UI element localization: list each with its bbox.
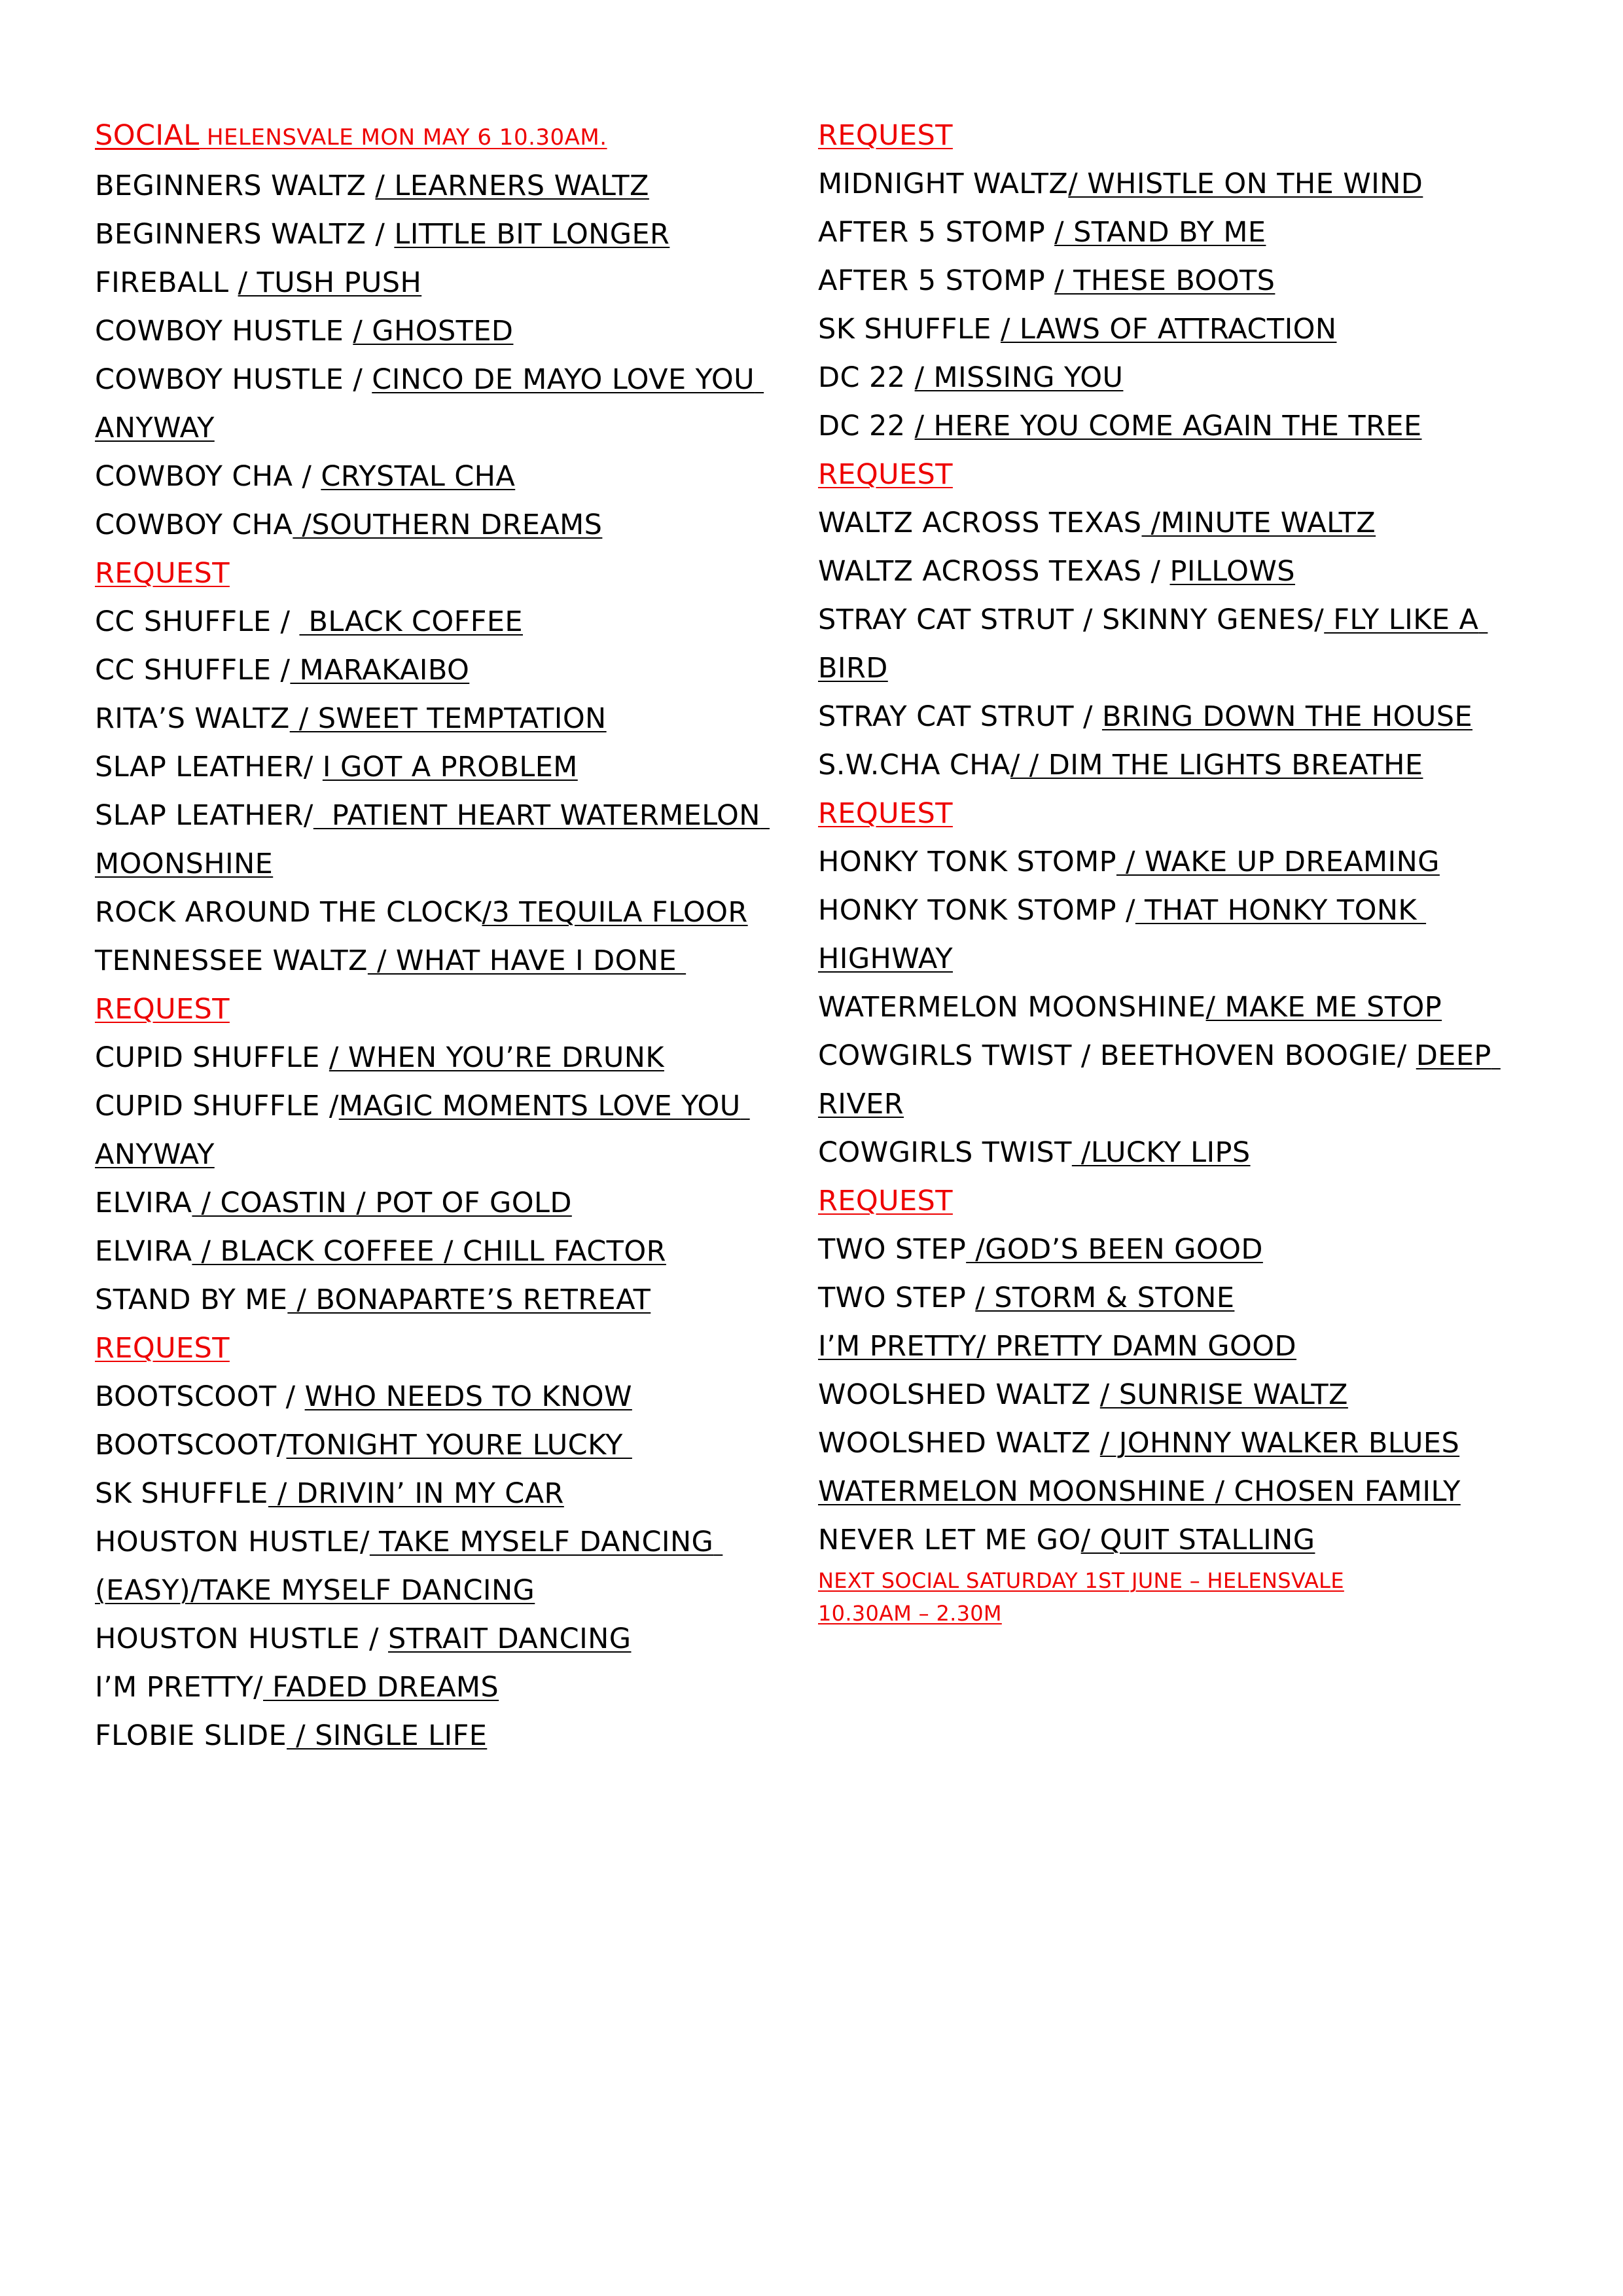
setlist-item	[95, 743, 818, 791]
setlist-item-dance: CUPID SHUFFLE	[95, 1041, 329, 1074]
request-label-text: REQUEST	[95, 993, 230, 1026]
setlist-item	[818, 160, 1544, 208]
setlist-item-dance: BOOTSCOOT /	[95, 1380, 305, 1413]
setlist-item-dance: FIREBALL	[95, 266, 238, 299]
setlist-item-track: BLACK COFFEE	[299, 605, 523, 638]
document-header	[95, 111, 818, 162]
setlist-item-dance: STAND BY ME	[95, 1283, 288, 1316]
setlist-item-dance: FLOBIE SLIDE	[95, 1719, 287, 1752]
setlist-item-dance: WOOLSHED WALTZ	[818, 1378, 1100, 1411]
setlist-item-dance: HOUSTON HUSTLE/	[95, 1526, 370, 1558]
left-setlist	[95, 162, 818, 1760]
setlist-item	[95, 937, 818, 985]
setlist-item	[95, 1712, 818, 1760]
setlist-item	[95, 1082, 818, 1179]
setlist-item	[818, 208, 1544, 257]
footer-line-2: 10.30AM – 2.30M	[818, 1601, 1002, 1626]
setlist-item-dance: WATERMELON MOONSHINE	[818, 991, 1206, 1024]
setlist-item	[95, 694, 818, 743]
setlist-item	[818, 741, 1544, 789]
setlist-item	[818, 838, 1544, 886]
setlist-item-track: / BONAPARTE’S RETREAT	[287, 1283, 651, 1316]
setlist-item	[95, 888, 818, 937]
request-label	[818, 789, 1544, 838]
setlist-item	[95, 1033, 818, 1082]
setlist-item-track: I GOT A PROBLEM	[322, 751, 578, 783]
request-label-text: REQUEST	[95, 1332, 230, 1365]
setlist-item-track: WHO NEEDS TO KNOW	[304, 1380, 632, 1413]
setlist-item	[818, 1225, 1544, 1274]
setlist-item-track: / WHEN YOU’RE DRUNK	[329, 1041, 664, 1074]
header-title: SOCIAL	[95, 119, 200, 152]
request-label	[95, 1324, 818, 1372]
setlist-item	[818, 1371, 1544, 1419]
request-label-text: REQUEST	[818, 1185, 953, 1217]
setlist-item-track: MARAKAIBO	[290, 654, 470, 687]
setlist-item-dance: COWGIRLS TWIST	[818, 1136, 1072, 1169]
setlist-item-track: / MISSING YOU	[914, 361, 1124, 394]
request-label-text: REQUEST	[818, 458, 953, 491]
setlist-item-dance: CC SHUFFLE /	[95, 654, 291, 687]
setlist-item-dance: BOOTSCOOT/	[95, 1429, 287, 1462]
setlist-item-dance: TENNESSEE WALTZ	[95, 944, 368, 977]
setlist-item-dance: SK SHUFFLE	[818, 313, 1001, 346]
setlist-item-dance: ROCK AROUND THE CLOCK	[95, 896, 482, 929]
setlist-item-track: / BLACK COFFEE / CHILL FACTOR	[192, 1235, 666, 1268]
setlist-item-dance: MIDNIGHT WALTZ	[818, 168, 1069, 200]
setlist-item	[95, 646, 818, 694]
setlist-item-track: / WHISTLE ON THE WIND	[1068, 168, 1423, 200]
setlist-item-dance: ELVIRA	[95, 1235, 192, 1268]
setlist-item-track: / STAND BY ME	[1054, 216, 1266, 249]
setlist-item	[818, 257, 1544, 305]
setlist-item-dance: I’M PRETTY/	[95, 1671, 264, 1704]
setlist-item-track: PATIENT HEART WATERMELON MOONSHINE	[95, 799, 770, 880]
setlist-item-dance: HONKY TONK STOMP	[818, 846, 1116, 878]
setlist-item	[818, 499, 1544, 547]
setlist-item-dance: RITA’S WALTZ	[95, 702, 290, 735]
request-label	[818, 450, 1544, 499]
setlist-item-track: TONIGHT YOURE LUCKY	[286, 1429, 632, 1462]
setlist-item	[818, 1467, 1544, 1516]
setlist-item-dance: WALTZ ACROSS TEXAS	[818, 507, 1142, 539]
setlist-item	[95, 1227, 818, 1276]
setlist-item-track: / STORM & STONE	[975, 1282, 1235, 1314]
setlist-item	[95, 1179, 818, 1227]
setlist-item	[95, 1663, 818, 1712]
setlist-item	[95, 1276, 818, 1324]
right-column	[818, 111, 1544, 1630]
setlist-item	[95, 355, 818, 452]
left-column	[95, 111, 818, 1760]
setlist-item-dance: STRAY CAT STRUT /	[818, 700, 1102, 733]
setlist-item-dance: WOOLSHED WALTZ	[818, 1427, 1100, 1460]
request-label	[818, 1177, 1544, 1225]
setlist-item-dance: CC SHUFFLE /	[95, 605, 300, 638]
request-label	[95, 985, 818, 1033]
setlist-item-dance: SK SHUFFLE	[95, 1477, 268, 1510]
setlist-item-dance: COWBOY CHA /	[95, 460, 321, 493]
setlist-item	[818, 692, 1544, 741]
setlist-item-track: STRAIT DANCING	[388, 1623, 632, 1655]
request-label-text: REQUEST	[818, 797, 953, 830]
setlist-item	[818, 547, 1544, 596]
two-column-layout	[95, 111, 1544, 1760]
setlist-item	[818, 596, 1544, 692]
setlist-item	[95, 210, 818, 259]
setlist-item-dance: WALTZ ACROSS TEXAS /	[818, 555, 1170, 588]
setlist-item-track: CINCO DE MAYO LOVE YOU ANYWAY	[95, 363, 764, 444]
setlist-item	[818, 402, 1544, 450]
setlist-item-track: / LAWS OF ATTRACTION	[1000, 313, 1337, 346]
setlist-item-dance: COWBOY HUSTLE	[95, 315, 353, 348]
setlist-item-track: LITTLE BIT LONGER	[394, 218, 670, 251]
setlist-item	[95, 1518, 818, 1615]
setlist-item-dance: ELVIRA	[95, 1187, 192, 1219]
setlist-item-dance: SLAP LEATHER/	[95, 799, 313, 832]
setlist-item	[818, 1274, 1544, 1322]
setlist-item-dance: S.W.CHA CHA	[818, 749, 1010, 781]
setlist-item-dance: BEGINNERS WALTZ	[95, 170, 376, 202]
setlist-item-dance: AFTER 5 STOMP	[818, 216, 1055, 249]
setlist-item-dance: COWBOY HUSTLE /	[95, 363, 372, 396]
setlist-item-dance: TWO STEP	[818, 1233, 967, 1266]
setlist-item-track: MAGIC MOMENTS LOVE YOU ANYWAY	[95, 1090, 750, 1171]
setlist-item	[818, 353, 1544, 402]
setlist-item-track: /SOUTHERN DREAMS	[293, 509, 603, 541]
setlist-item	[95, 598, 818, 646]
setlist-item	[95, 1421, 818, 1469]
setlist-item-track: / COASTIN / POT OF GOLD	[192, 1187, 572, 1219]
setlist-item-track: CRYSTAL CHA	[321, 460, 516, 493]
setlist-item-track: DEEP RIVER	[818, 1039, 1501, 1121]
setlist-item-track: / HERE YOU COME AGAIN THE TREE	[914, 410, 1422, 442]
request-label-text: REQUEST	[818, 119, 953, 152]
setlist-item-track: / GHOSTED	[353, 315, 514, 348]
footer-line-1: NEXT SOCIAL SATURDAY 1ST JUNE – HELENSVALE	[818, 1568, 1344, 1593]
setlist-item-track: / TUSH PUSH	[238, 266, 422, 299]
setlist-item-track: / THESE BOOTS	[1054, 264, 1275, 297]
setlist-item	[95, 162, 818, 210]
setlist-item-track: / DRIVIN’ IN MY CAR	[268, 1477, 564, 1510]
setlist-item	[818, 983, 1544, 1031]
setlist-item-dance: HOUSTON HUSTLE /	[95, 1623, 389, 1655]
setlist-item-track: WATERMELON MOONSHINE / CHOSEN FAMILY	[818, 1475, 1461, 1508]
setlist-item-track: THAT HONKY TONK HIGHWAY	[818, 894, 1427, 975]
setlist-item-track: /3 TEQUILA FLOOR	[482, 896, 748, 929]
setlist-item	[95, 259, 818, 307]
setlist-item-track: BRING DOWN THE HOUSE	[1101, 700, 1473, 733]
setlist-item-track: /MINUTE WALTZ	[1141, 507, 1376, 539]
setlist-item	[95, 452, 818, 501]
setlist-item	[95, 1469, 818, 1518]
setlist-item-track: / SUNRISE WALTZ	[1099, 1378, 1348, 1411]
setlist-item-dance: AFTER 5 STOMP	[818, 264, 1055, 297]
header-subtitle: HELENSVALE MON MAY 6 10.30AM.	[206, 124, 607, 151]
setlist-item	[818, 1419, 1544, 1467]
request-label-text: REQUEST	[95, 557, 230, 590]
setlist-item-track: / MAKE ME STOP	[1205, 991, 1442, 1024]
setlist-item-dance: BEGINNERS WALTZ /	[95, 218, 395, 251]
setlist-item	[818, 305, 1544, 353]
setlist-item	[818, 1031, 1544, 1128]
right-setlist	[818, 111, 1544, 1564]
footer-note	[818, 1564, 1544, 1630]
setlist-item-track: TAKE MYSELF DANCING (EASY)/TAKE MYSELF DANCING	[95, 1526, 723, 1607]
setlist-item-track: PILLOWS	[1169, 555, 1295, 588]
setlist-item	[818, 1322, 1544, 1371]
setlist-item	[95, 791, 818, 888]
setlist-item-dance: COWBOY CHA	[95, 509, 293, 541]
setlist-item-dance: COWGIRLS TWIST / BEETHOVEN BOOGIE/	[818, 1039, 1416, 1072]
setlist-item-track: /GOD’S BEEN GOOD	[966, 1233, 1263, 1266]
setlist-item-dance: DC 22	[818, 361, 915, 394]
setlist-item-track: / SWEET TEMPTATION	[289, 702, 607, 735]
setlist-item-dance: DC 22	[818, 410, 915, 442]
request-label	[818, 111, 1544, 160]
setlist-item-track: FLY LIKE A BIRD	[818, 603, 1488, 685]
setlist-item-track: /LUCKY LIPS	[1071, 1136, 1251, 1169]
setlist-item-track: / WAKE UP DREAMING	[1116, 846, 1440, 878]
setlist-item-track: / SINGLE LIFE	[287, 1719, 488, 1752]
setlist-item	[95, 1372, 818, 1421]
setlist-item-track: / WHAT HAVE I DONE	[367, 944, 687, 977]
setlist-item	[95, 1615, 818, 1663]
request-label	[95, 549, 818, 598]
setlist-item-dance: SLAP LEATHER/	[95, 751, 323, 783]
setlist-item	[818, 1516, 1544, 1564]
setlist-item-track: / LEARNERS WALTZ	[375, 170, 649, 202]
setlist-item-dance: NEVER LET ME GO	[818, 1524, 1081, 1556]
setlist-item	[95, 307, 818, 355]
setlist-item-dance: CUPID SHUFFLE /	[95, 1090, 339, 1122]
setlist-item-track: / / DIM THE LIGHTS BREATHE	[1010, 749, 1423, 781]
setlist-item-dance: STRAY CAT STRUT / SKINNY GENES/	[818, 603, 1325, 636]
setlist-item	[818, 886, 1544, 983]
setlist-item	[95, 501, 818, 549]
setlist-item-track: / QUIT STALLING	[1080, 1524, 1315, 1556]
setlist-item-dance: HONKY TONK STOMP /	[818, 894, 1135, 927]
setlist-item-track: / JOHNNY WALKER BLUES	[1099, 1427, 1460, 1460]
setlist-item	[818, 1128, 1544, 1177]
setlist-item-track: FADED DREAMS	[263, 1671, 499, 1704]
setlist-item-track: I’M PRETTY/ PRETTY DAMN GOOD	[818, 1330, 1297, 1363]
setlist-item-dance: TWO STEP	[818, 1282, 976, 1314]
